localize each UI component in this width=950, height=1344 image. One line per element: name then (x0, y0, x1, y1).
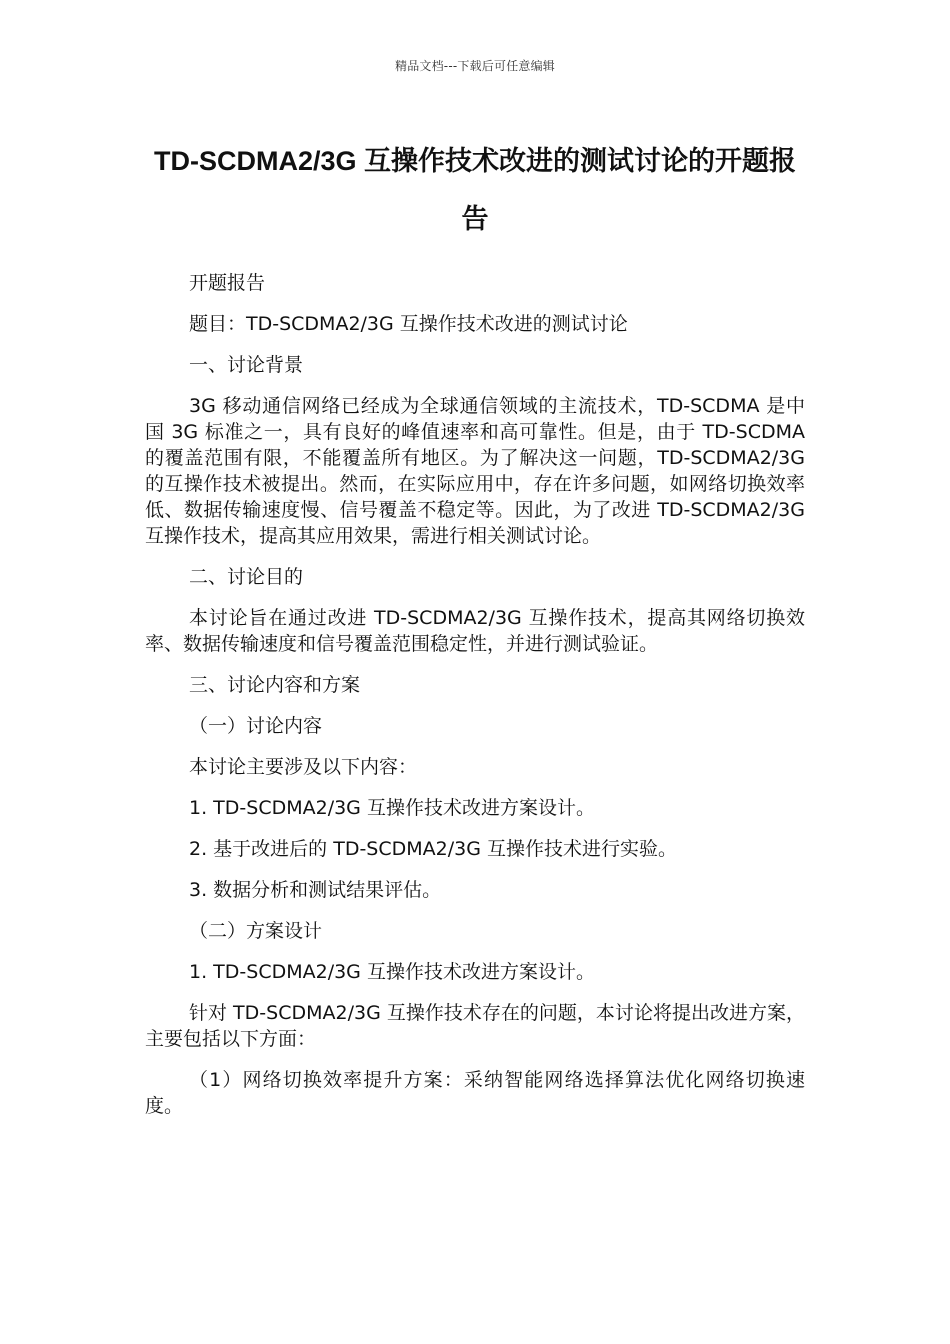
paragraph-background: 3G 移动通信网络已经成为全球通信领域的主流技术，TD-SCDMA 是中国 3G 标准之一，具有良好的峰值速率和高可靠性。但是，由于 TD-SCDMA 的覆盖范围有限，不能覆盖所有地区。为了解决这一问题，TD-SCDMA2/3G 的互操作技术被提出。然而，在实际应用中，存在许多问题，如网络切换效率低、数据传输速度慢、信号覆盖不稳定等。因此，为了改进 TD-SCDMA2/3G 互操作技术，提高其应用效果，需进行相关测试讨论。 (145, 395, 805, 547)
paragraph-report-label: 开题报告 (189, 272, 266, 294)
subsection-heading-plan: （二）方案设计 (189, 920, 323, 942)
list-item-3: 3. 数据分析和测试结果评估。 (189, 879, 442, 901)
subsection-heading-content: （一）讨论内容 (189, 715, 323, 737)
document-body (145, 270, 805, 1119)
paragraph-topic: 题目：TD-SCDMA2/3G 互操作技术改进的测试讨论 (189, 313, 628, 335)
document-title: TD-SCDMA2/3G 互操作技术改进的测试讨论的开题报告 (153, 146, 796, 234)
paragraph-plan-point-1: （1）网络切换效率提升方案：采纳智能网络选择算法优化网络切换速度。 (145, 1069, 805, 1117)
section-heading-purpose: 二、讨论目的 (189, 566, 304, 588)
page-header: 精品文档---下载后可任意编辑 (395, 59, 555, 73)
section-heading-background: 一、讨论背景 (189, 354, 304, 376)
plan-item-1: 1. TD-SCDMA2/3G 互操作技术改进方案设计。 (189, 961, 595, 983)
list-item-2: 2. 基于改进后的 TD-SCDMA2/3G 互操作技术进行实验。 (189, 838, 677, 860)
section-heading-content-plan: 三、讨论内容和方案 (189, 674, 361, 696)
list-item-1: 1. TD-SCDMA2/3G 互操作技术改进方案设计。 (189, 797, 595, 819)
paragraph-plan-intro: 针对 TD-SCDMA2/3G 互操作技术存在的问题，本讨论将提出改进方案，主要包括以下方面： (145, 1002, 805, 1050)
paragraph-content-intro: 本讨论主要涉及以下内容： (189, 756, 418, 778)
paragraph-purpose: 本讨论旨在通过改进 TD-SCDMA2/3G 互操作技术，提高其网络切换效率、数据传输速度和信号覆盖范围稳定性，并进行测试验证。 (145, 607, 805, 655)
